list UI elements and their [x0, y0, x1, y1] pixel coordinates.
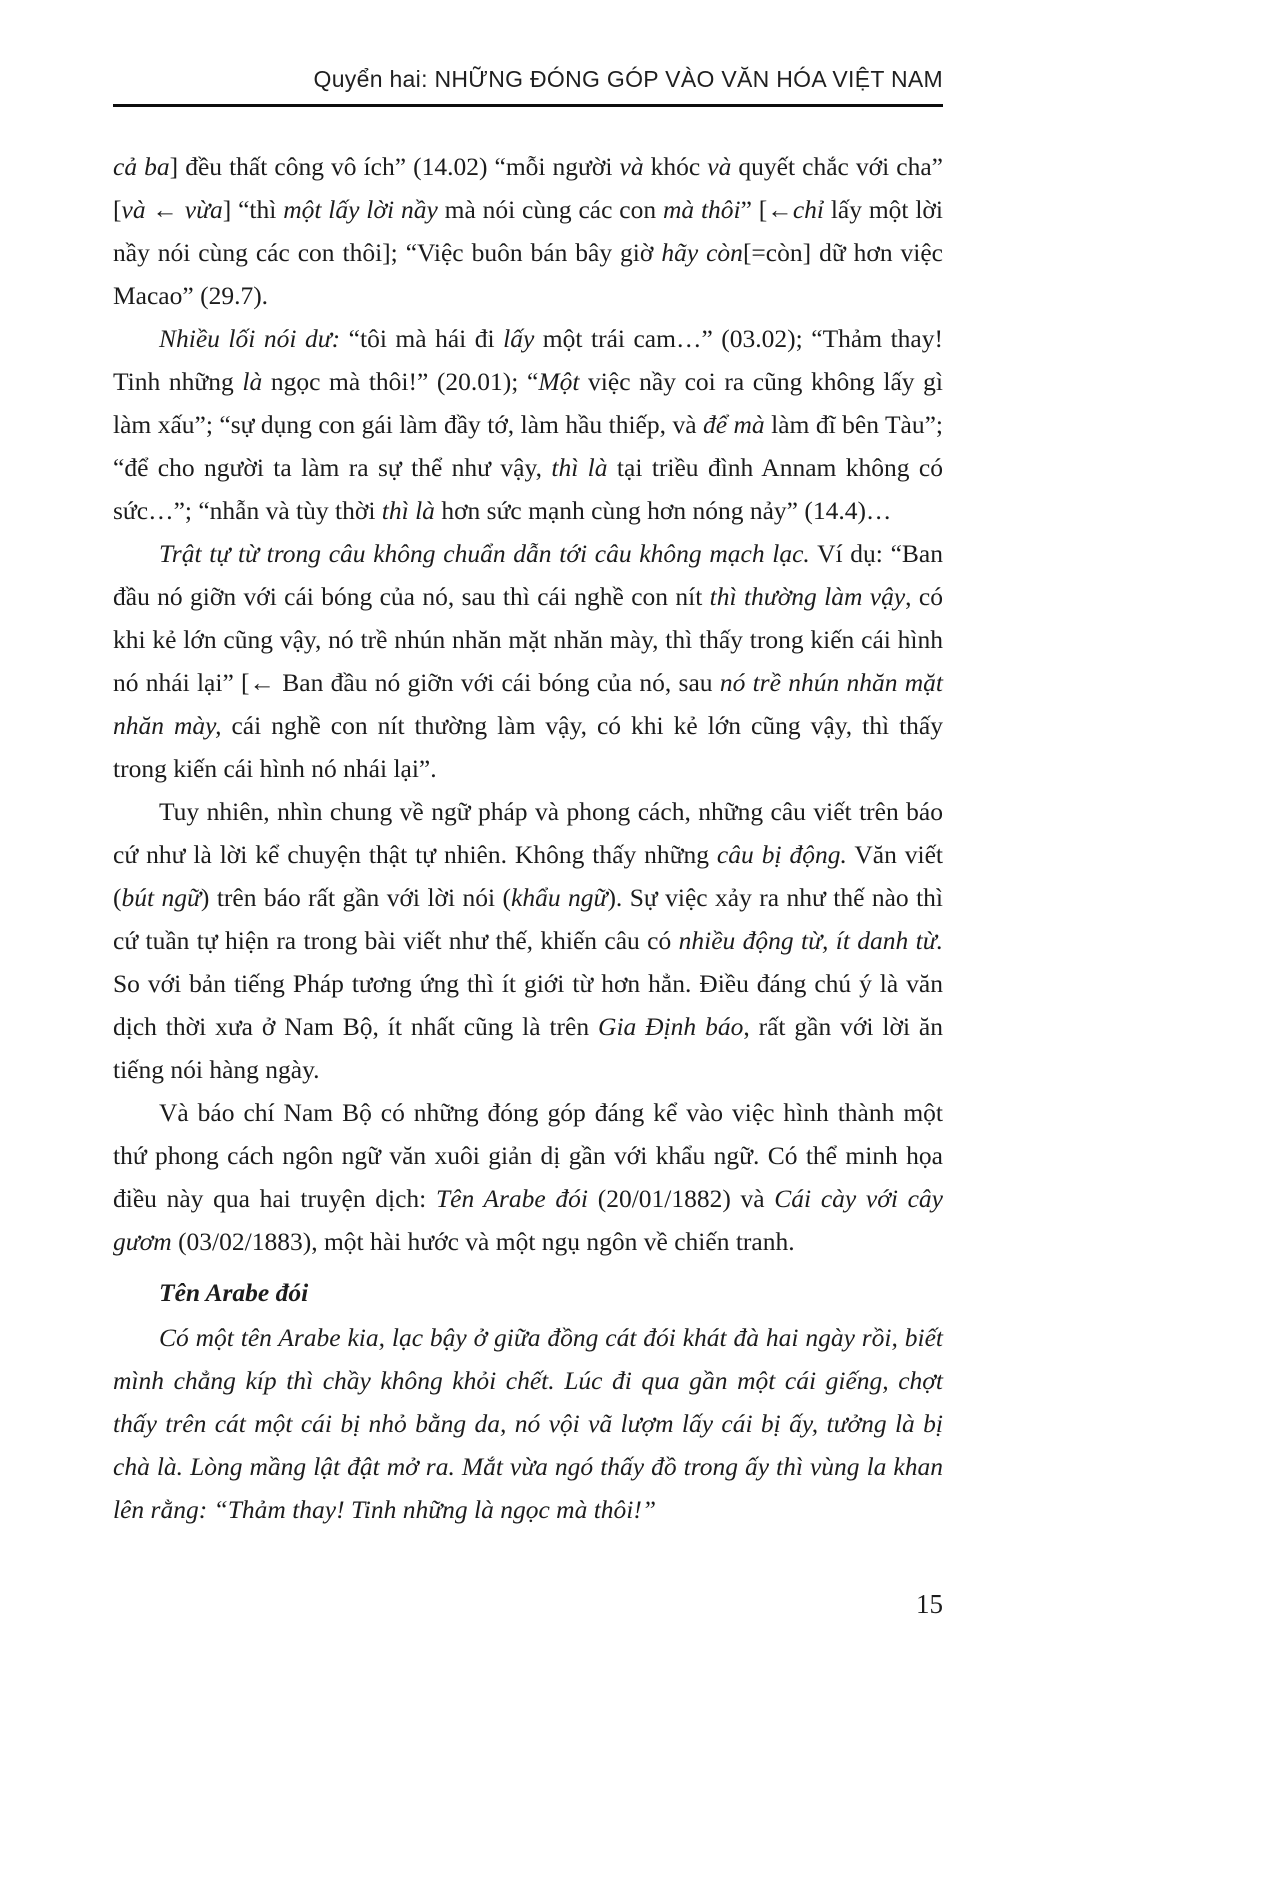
text-run: thì thường làm vậy — [709, 581, 906, 611]
header-rule — [113, 104, 943, 107]
text-run: việc nầy coi ra cũng không lấy gì làm xấu”; “sự dụng con gái làm đầy tớ, làm hầu thiếp, và — [113, 366, 944, 439]
text-run: lấy — [503, 323, 535, 353]
paragraph — [113, 317, 943, 532]
text-run: khóc — [643, 151, 708, 181]
text-run: mà nói cùng các con — [437, 194, 663, 224]
paragraph — [113, 1316, 943, 1531]
text-run: Văn viết ( — [113, 839, 944, 912]
text-run: Trật tự từ trong câu không chuẩn dẫn tới câu không mạch lạc. — [159, 538, 810, 568]
page-number: 15 — [916, 1588, 943, 1619]
content-column — [113, 0, 943, 1620]
text-run: ). Sự việc xảy ra như thế nào thì cứ tuần tự hiện ra trong bài viết như thế, khiến câu có — [113, 882, 943, 955]
text-run: Tên Arabe đói — [435, 1183, 589, 1213]
text-run: lấy một lời nầy nói cùng các con thôi]; “Việc buôn bán bây giờ — [113, 194, 943, 267]
text-run: để mà — [702, 409, 765, 439]
running-header-title: Quyển hai: NHỮNG ĐÓNG GÓP VÀO VĂN HÓA VIỆT NAM — [313, 66, 943, 92]
text-run: tại triều đình Annam không có sức…”; “nhẫn và tùy thời — [113, 452, 943, 525]
text-run: một lấy lời nầy — [283, 194, 438, 224]
text-run: ” [← — [740, 194, 793, 224]
text-run: hơn sức mạnh cùng hơn nóng nảy” (14.4)… — [434, 495, 892, 525]
paragraph — [113, 790, 943, 1091]
text-run: vừa — [184, 194, 223, 224]
text-run: là — [242, 366, 263, 396]
text-run: khẩu ngữ — [511, 882, 608, 912]
text-run: bút ngữ — [121, 882, 201, 912]
text-run: và — [121, 194, 146, 224]
text-run: một trái cam…” (03.02); “Thảm thay! Tinh những — [113, 323, 943, 396]
text-run: câu bị động. — [716, 839, 847, 869]
text-run: ) trên báo rất gần với lời nói ( — [200, 882, 512, 912]
text-run: mà thôi — [662, 194, 741, 224]
section-heading — [113, 1271, 943, 1314]
page-body — [113, 145, 943, 1531]
text-run: ngọc mà thôi!” (20.01); “ — [262, 366, 539, 396]
text-run: và — [707, 151, 732, 181]
text-run: “tôi mà hái đi — [340, 323, 504, 353]
text-run: So với bản tiếng Pháp tương ứng thì ít giới từ hơn hẳn. Điều đáng chú ý là văn dịch thời xưa ở Nam Bộ, ít nhất cũng là trên — [113, 968, 943, 1041]
paragraph — [113, 1091, 943, 1263]
text-run: nhiều động từ, ít danh từ. — [678, 925, 943, 955]
text-run: nó trề nhún nhăn mặt nhăn mày, — [113, 667, 943, 740]
text-run: Tên Arabe đói — [159, 1277, 309, 1307]
text-run: Một — [538, 366, 580, 396]
text-run: [=còn] dữ hơn việc Macao” (29.7). — [113, 237, 943, 310]
running-header — [113, 0, 943, 107]
text-run: , có khi kẻ lớn cũng vậy, nó trề nhún nhăn mặt nhăn mày, thì thấy trong kiến cái hình nó nhái lại” [← Ban đầu nó giỡn với cái bóng của nó, sau — [113, 581, 943, 697]
text-run: hãy còn — [661, 237, 743, 267]
text-run: Tuy nhiên, nhìn chung về ngữ pháp và phong cách, những câu viết trên báo cứ như là lời kể chuyện thật tự nhiên. Không thấy những — [113, 796, 943, 869]
text-run: thì là — [381, 495, 435, 525]
text-run: Ví dụ: “Ban đầu nó giỡn với cái bóng của nó, sau thì cái nghề con nít — [113, 538, 943, 611]
text-run: ] đều thất công vô ích” (14.02) “mỗi người — [169, 151, 620, 181]
text-run: chỉ — [792, 194, 824, 224]
text-run: Gia Định báo — [598, 1011, 744, 1041]
text-run: Cái cày với cây gươm — [113, 1183, 943, 1256]
text-run: cả ba — [113, 151, 170, 181]
text-run: Và báo chí Nam Bộ có những đóng góp đáng kể vào việc hình thành một thứ phong cách ngôn ngữ văn xuôi giản dị gần với khẩu ngữ. Có thể minh họa điều này qua hai truyện dịch: — [113, 1097, 943, 1213]
text-run: thì là — [551, 452, 608, 482]
text-run: làm đĩ bên Tàu”; “để cho người ta làm ra sự thể như vậy, — [113, 409, 944, 482]
text-run: cái nghề con nít thường làm vậy, có khi kẻ lớn cũng vậy, thì thấy trong kiến cái hình nó nhái lại”. — [113, 710, 943, 783]
text-run: Có một tên Arabe kia, lạc bậy ở giữa đồng cát đói khát đà hai ngày rồi, biết mình chẳng kíp thì chầy không khỏi chết. Lúc đi qua gần một cái giếng, chợt thấy trên cát một cái bị nhỏ bằng da, nó vội vã lượm lấy cái bị ấy, tưởng là bị chà là. Lòng mầng lật đật mở ra. Mắt vừa ngó thấy đồ trong ấy thì vùng la khan lên rằng: “Thảm thay! Tinh những là ngọc mà thôi!” — [113, 1322, 943, 1524]
text-run: ← — [145, 194, 185, 224]
text-run: (20/01/1882) và — [588, 1183, 775, 1213]
text-run: ] “thì — [222, 194, 284, 224]
text-run: Nhiều lối nói dư: — [159, 323, 341, 353]
text-run: (03/02/1883), một hài hước và một ngụ ngôn về chiến tranh. — [171, 1226, 795, 1256]
paragraph — [113, 532, 943, 790]
text-run: quyết chắc với cha” [ — [113, 151, 943, 224]
text-run: và — [619, 151, 644, 181]
paragraph — [113, 145, 943, 317]
text-run: , rất gần với lời ăn tiếng nói hàng ngày. — [113, 1011, 943, 1084]
